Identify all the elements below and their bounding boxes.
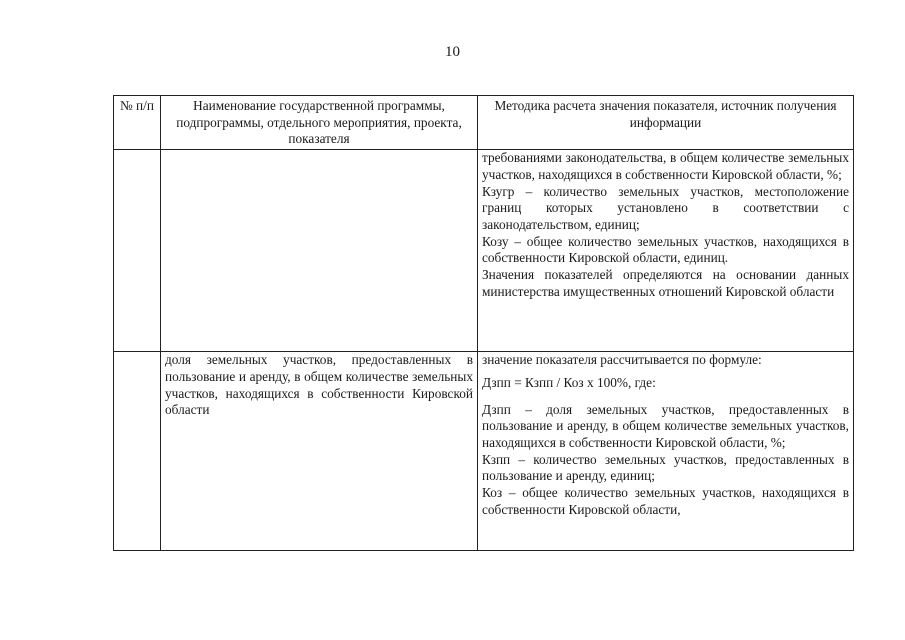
method-formula: Дзпп = Кзпп / Коз х 100%, где: — [482, 374, 656, 390]
row1-name-cell — [161, 150, 478, 352]
row1-number-cell — [114, 150, 161, 352]
row2-name-cell: доля земельных участков, предоставленных в пользование и аренду, в общем количестве земельных участков, находящихся в собственности Кировской области — [161, 352, 478, 551]
row2-method-cell — [478, 352, 854, 551]
table-header-row — [114, 96, 854, 150]
indicator-methodology-table — [113, 95, 854, 551]
method-paragraph: требованиями законодательства, в общем количестве земельных участков, находящихся в собственности Кировской области, %; — [482, 150, 849, 182]
header-method: Методика расчета значения показателя, источник получения информации — [478, 96, 854, 150]
header-number: № п/п — [114, 96, 161, 150]
method-paragraph: Кзпп – количество земельных участков, предоставленных в пользование и аренду, единиц; — [482, 451, 849, 484]
method-paragraph: Значения показателей определяются на основании данных министерства имущественных отношений Кировской области — [482, 267, 849, 299]
table-row — [114, 352, 854, 551]
page-number: 10 — [445, 44, 460, 60]
method-paragraph: Дзпп – доля земельных участков, предоставленных в пользование и аренду, в общем количестве земельных участков, находящихся в собственности Кировской области, %; — [482, 401, 849, 450]
method-paragraph: Кзугр – количество земельных участков, местоположение границ которых установлено в соответствии с законодательством, единиц; — [482, 183, 849, 232]
row2-number-cell — [114, 352, 161, 551]
header-name: Наименование государственной программы, подпрограммы, отдельного мероприятия, проекта, показателя — [161, 96, 478, 150]
table-row — [114, 150, 854, 352]
row1-method-cell — [478, 150, 854, 352]
method-paragraph: Коз – общее количество земельных участков, находящихся в собственности Кировской области, — [482, 485, 849, 517]
method-paragraph: Козу – общее количество земельных участков, находящихся в собственности Кировской области, единиц. — [482, 233, 849, 266]
method-intro: значение показателя рассчитывается по формуле: — [482, 352, 762, 368]
